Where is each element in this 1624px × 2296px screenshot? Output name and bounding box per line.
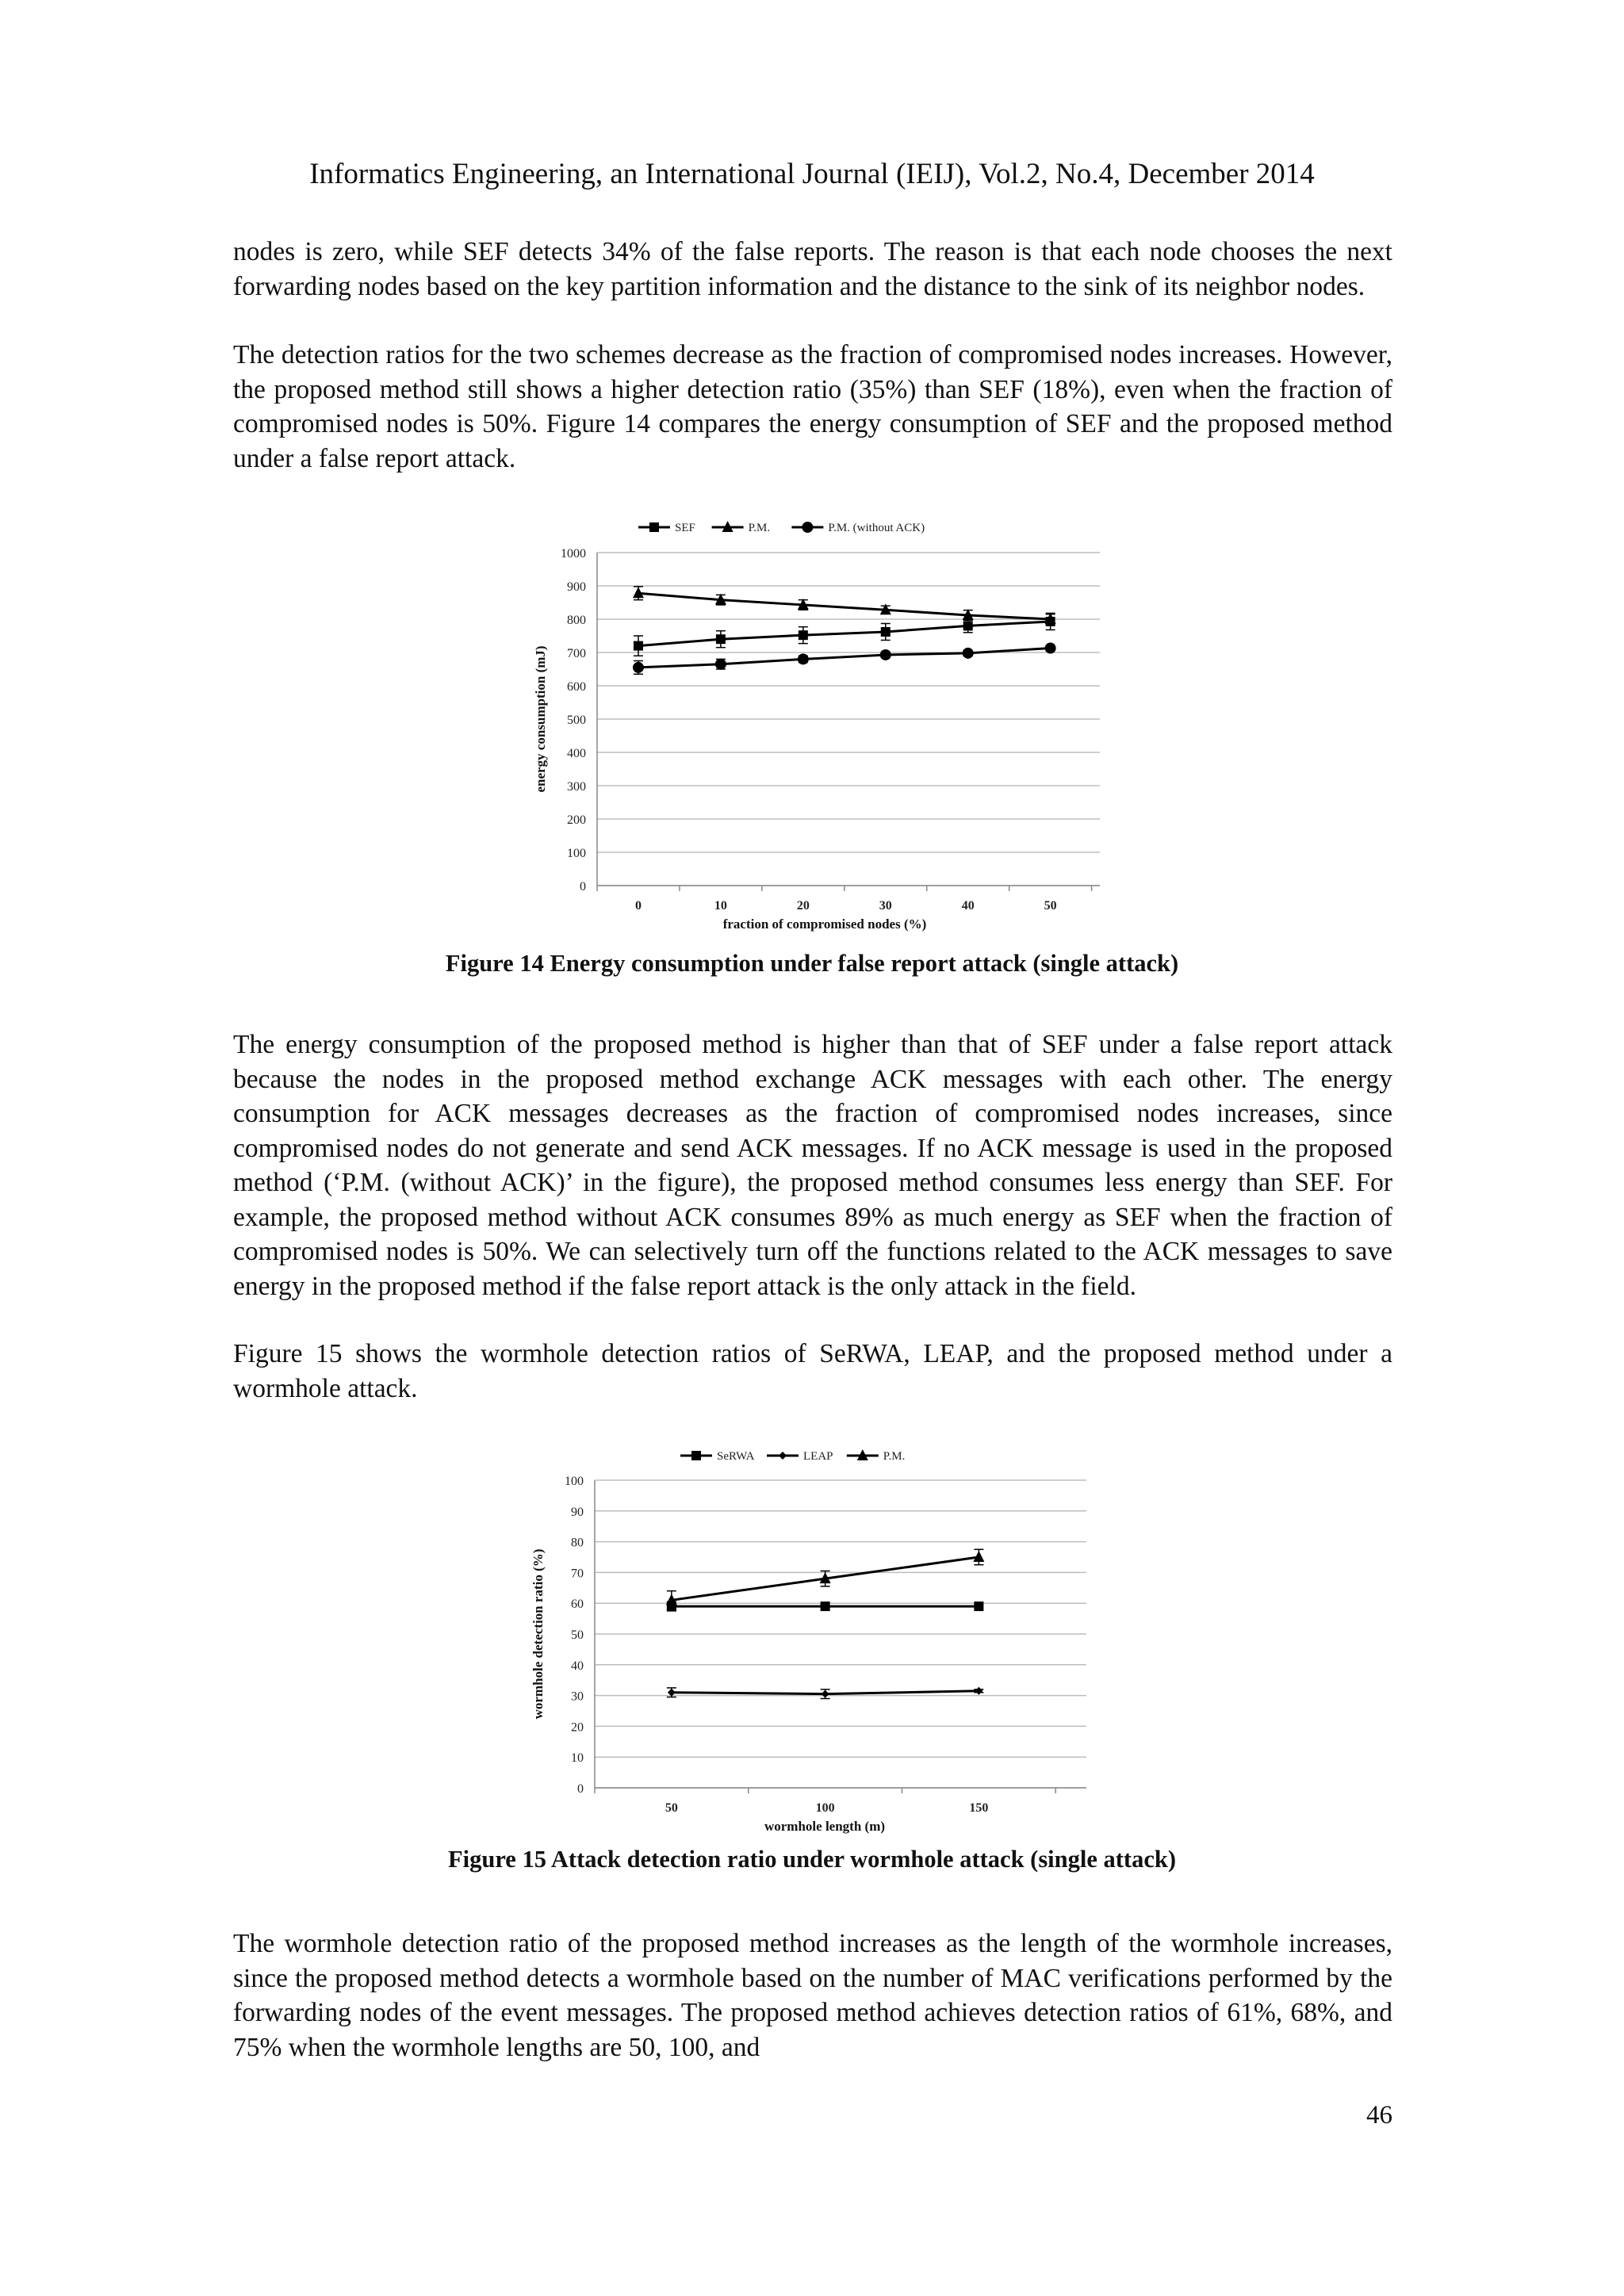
series-p-m-without-ack bbox=[633, 643, 1056, 675]
series-line bbox=[638, 649, 1051, 668]
legend-item bbox=[638, 522, 695, 534]
series-line bbox=[638, 593, 1051, 619]
x-tick-label: 40 bbox=[961, 899, 975, 913]
y-tick-label: 800 bbox=[567, 614, 586, 627]
x-tick-label: 50 bbox=[665, 1801, 678, 1815]
y-tick-label: 10 bbox=[571, 1751, 584, 1766]
legend-label: P.M. (without ACK) bbox=[828, 522, 925, 534]
x-tick-label: 150 bbox=[969, 1801, 989, 1815]
legend-item bbox=[767, 1450, 833, 1463]
y-tick-label: 700 bbox=[567, 647, 586, 660]
data-point bbox=[973, 1551, 984, 1562]
data-point bbox=[716, 634, 726, 644]
journal-header: Informatics Engineering, an International Journal (IEIJ), Vol.2, No.4, December 2014 bbox=[309, 158, 1315, 190]
x-axis-title: wormhole length (m) bbox=[764, 1819, 886, 1834]
y-tick-label: 90 bbox=[571, 1505, 584, 1519]
y-tick-label: 60 bbox=[571, 1598, 584, 1612]
y-tick-label: 30 bbox=[571, 1689, 584, 1704]
legend-marker bbox=[691, 1451, 701, 1460]
paragraph-4: Figure 15 shows the wormhole detection ratios of SeRWA, LEAP, and the proposed method under a wormhole attack. bbox=[233, 1339, 1392, 1403]
x-tick-label: 50 bbox=[1044, 899, 1057, 913]
data-point bbox=[799, 630, 808, 640]
figure-15-caption: Figure 15 Attack detection ratio under wormhole attack (single attack) bbox=[448, 1846, 1176, 1873]
y-tick-label: 400 bbox=[567, 747, 586, 760]
y-tick-label: 80 bbox=[571, 1536, 584, 1550]
data-point bbox=[963, 648, 974, 659]
series-leap bbox=[667, 1687, 984, 1699]
y-tick-label: 50 bbox=[571, 1628, 584, 1642]
legend-item bbox=[791, 522, 925, 534]
legend bbox=[680, 1449, 905, 1463]
legend-label: SEF bbox=[675, 522, 695, 534]
data-point bbox=[633, 662, 644, 673]
data-point bbox=[880, 649, 891, 660]
y-tick-label: 600 bbox=[567, 680, 586, 694]
x-tick-label: 30 bbox=[879, 899, 892, 913]
y-tick-label: 1000 bbox=[561, 547, 586, 561]
figure-14-chart bbox=[523, 507, 1126, 936]
series-line bbox=[638, 622, 1051, 646]
data-point bbox=[822, 1690, 829, 1698]
y-tick-label: 200 bbox=[567, 813, 586, 827]
x-axis-title: fraction of compromised nodes (%) bbox=[722, 916, 927, 932]
y-tick-label: 500 bbox=[567, 714, 586, 727]
x-tick-label: 100 bbox=[815, 1801, 835, 1815]
y-tick-label: 900 bbox=[567, 580, 586, 594]
page-number: 46 bbox=[1366, 2101, 1392, 2130]
y-tick-label: 20 bbox=[571, 1720, 584, 1735]
data-point bbox=[715, 659, 726, 670]
y-tick-label: 70 bbox=[571, 1567, 584, 1581]
series-p-m bbox=[666, 1549, 985, 1609]
data-point bbox=[974, 1601, 983, 1611]
x-tick-label: 0 bbox=[634, 899, 642, 913]
legend-item bbox=[712, 521, 771, 534]
x-tick-label: 20 bbox=[796, 899, 810, 913]
figure-14-caption: Figure 14 Energy consumption under false report attack (single attack) bbox=[445, 950, 1179, 977]
legend-label: LEAP bbox=[803, 1450, 833, 1463]
paragraph-2: The detection ratios for the two schemes decrease as the fraction of compromised nodes increases. However, the proposed method still shows a higher detection ratio (35%) than SEF (18%), even when the fraction of compromised nodes is 50%. Figure 14 compares the energy consumption of SEF and the proposed method under a false report attack. bbox=[233, 340, 1392, 473]
data-point bbox=[634, 641, 643, 651]
y-axis-title: energy consumption (mJ) bbox=[533, 645, 548, 793]
legend-item bbox=[680, 1450, 755, 1463]
y-tick-label: 300 bbox=[567, 780, 586, 794]
y-axis-title: wormhole detection ratio (%) bbox=[530, 1548, 546, 1720]
legend-item bbox=[847, 1449, 906, 1463]
legend-label: P.M. bbox=[748, 522, 771, 534]
y-tick-label: 40 bbox=[571, 1659, 584, 1673]
legend-marker bbox=[802, 522, 813, 533]
paragraph-3: The energy consumption of the proposed method is higher than that of SEF under a false report attack because the nodes in the proposed method exchange ACK messages with each other. The energy consumption for ACK messages decreases as the fraction of compromised nodes increases, since compromised nodes do not generate and send ACK messages. If no ACK message is used in the proposed method (‘P.M. (without ACK)’ in the figure), the proposed method consumes less energy than SEF. For example, the proposed method without ACK consumes 89% as much energy as SEF when the fraction of compromised nodes is 50%. We can selectively turn off the functions related to the ACK messages to save energy in the proposed method if the false report attack is the only attack in the field. bbox=[233, 1030, 1392, 1301]
legend-marker bbox=[649, 522, 659, 532]
y-tick-label: 0 bbox=[577, 1782, 584, 1796]
figure-15-chart bbox=[523, 1439, 1126, 1835]
paragraph-5: The wormhole detection ratio of the proposed method increases as the length of the wormhole increases, since the proposed method detects a wormhole based on the number of MAC verifications performed by the forwarding nodes of the event messages. The proposed method achieves detection ratios of 61%, 68%, and 75% when the wormhole lengths are 50, 100, and bbox=[233, 1929, 1392, 2062]
y-tick-label: 100 bbox=[565, 1475, 584, 1488]
data-point bbox=[821, 1601, 830, 1611]
data-point bbox=[1045, 643, 1056, 654]
data-point bbox=[798, 653, 809, 664]
x-tick-label: 10 bbox=[714, 899, 727, 913]
data-point bbox=[881, 627, 891, 637]
legend bbox=[638, 521, 925, 534]
legend-marker bbox=[779, 1452, 787, 1460]
y-tick-label: 0 bbox=[580, 880, 586, 894]
series-p-m bbox=[633, 587, 1056, 624]
paragraph-1: nodes is zero, while SEF detects 34% of the false reports. The reason is that each node chooses the next forwarding nodes based on the key partition information and the distance to the sink of its neighbor nodes. bbox=[233, 237, 1392, 301]
y-tick-label: 100 bbox=[567, 847, 586, 860]
legend-label: SeRWA bbox=[717, 1450, 755, 1463]
legend-label: P.M. bbox=[883, 1450, 906, 1463]
data-point bbox=[963, 621, 973, 630]
data-point bbox=[975, 1687, 982, 1695]
